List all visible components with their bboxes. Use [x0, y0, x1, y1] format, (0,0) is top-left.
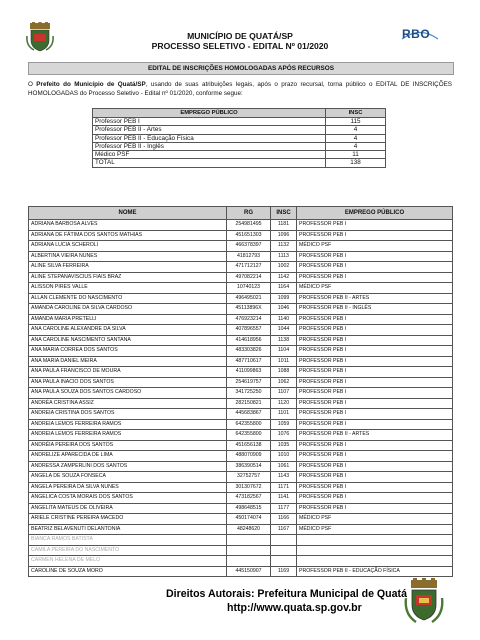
rg-cell: 642355800 [227, 430, 271, 441]
nome-cell: ADRIANA DE FÁTIMA DOS SANTOS MATHIAS [29, 230, 227, 241]
table-row [29, 430, 453, 441]
table-row [29, 409, 453, 420]
insc-cell: 1164 [271, 283, 297, 294]
emprego-cell: PROFESSOR PEB II - EDUCAÇÃO FÍSICA [297, 566, 453, 577]
table-row [29, 451, 453, 462]
emprego-cell: MÉDICO PSF [297, 514, 453, 525]
summary-emprego-cell: Professor PEB II - Inglês [93, 142, 326, 150]
table-row [29, 314, 453, 325]
table-row [29, 566, 453, 577]
rg-cell: 48248620 [227, 524, 271, 535]
rg-cell: 445683867 [227, 409, 271, 420]
summary-emprego-cell: Médico PSF [93, 151, 326, 159]
nome-cell: CARMEN HELENA DE MELO [29, 556, 227, 567]
emprego-cell: MÉDICO PSF [297, 524, 453, 535]
rg-cell: 473182567 [227, 493, 271, 504]
nome-cell: ANGELITA MATEUS DE OLIVEIRA [29, 503, 227, 514]
summary-insc-cell: 115 [326, 118, 386, 126]
insc-cell: 1035 [271, 440, 297, 451]
nome-cell: AMANDA MARIA PRETELLI [29, 314, 227, 325]
nome-cell: ANDREIA CRISTINA DOS SANTOS [29, 409, 227, 420]
rg-cell: 32752757 [227, 472, 271, 483]
summary-emprego-cell: TOTAL [93, 159, 326, 167]
emprego-cell [297, 556, 453, 567]
main-header-emprego: EMPREGO PÚBLICO [297, 207, 453, 220]
rg-cell: 451656138 [227, 440, 271, 451]
intro-letter: O [28, 81, 37, 88]
emprego-cell [297, 545, 453, 556]
table-row [29, 493, 453, 504]
emprego-cell: PROFESSOR PEB I [297, 325, 453, 336]
nome-cell: ADRIANA LUCIA SCHEROLI [29, 241, 227, 252]
table-row [29, 556, 453, 567]
emprego-cell: PROFESSOR PEB I [297, 356, 453, 367]
watermark-copyright: Direitos Autorais: Prefeitura Municipal de Quatá [166, 588, 407, 600]
table-row [29, 503, 453, 514]
intro-bold: Prefeito do Município de Quatá/SP [36, 81, 146, 88]
table-row [29, 241, 453, 252]
nome-cell: ANDRÉIA PEREIRA DOS SANTOS [29, 440, 227, 451]
emprego-cell: MÉDICO PSF [297, 241, 453, 252]
nome-cell: ALINE SILVA FERREIRA [29, 262, 227, 273]
insc-cell: 1169 [271, 566, 297, 577]
rg-cell [227, 545, 271, 556]
insc-cell: 1166 [271, 514, 297, 525]
rg-cell: 488070909 [227, 451, 271, 462]
summary-row [93, 142, 386, 150]
table-row [29, 398, 453, 409]
emprego-cell: PROFESSOR PEB I [297, 220, 453, 231]
insc-cell [271, 556, 297, 567]
rbo-logo-text: RBO [402, 27, 431, 41]
table-row [29, 524, 453, 535]
watermark-crest-icon [404, 578, 444, 624]
rg-cell: 407896557 [227, 325, 271, 336]
insc-cell [271, 535, 297, 546]
rg-cell: 254619757 [227, 377, 271, 388]
summary-insc-cell: 4 [326, 134, 386, 142]
table-row [29, 293, 453, 304]
summary-emprego-cell: Professor PEB II - Artes [93, 126, 326, 134]
nome-cell: BEATRIZ BELAVENUTI DELANTONIA [29, 524, 227, 535]
rg-cell: 341725250 [227, 388, 271, 399]
rg-cell: 471712127 [227, 262, 271, 273]
summary-row [93, 159, 386, 167]
table-row [29, 472, 453, 483]
emprego-cell: PROFESSOR PEB II - INGLÊS [297, 304, 453, 315]
insc-cell: 1138 [271, 335, 297, 346]
main-header-nome: NOME [29, 207, 227, 220]
nome-cell: ANA CAROLINE NASCIMENTO SANTANA [29, 335, 227, 346]
summary-header-insc: INSC [326, 109, 386, 118]
summary-header-emprego: EMPREGO PÚBLICO [93, 109, 326, 118]
table-row [29, 419, 453, 430]
table-row [29, 262, 453, 273]
emprego-cell: PROFESSOR PEB I [297, 482, 453, 493]
insc-cell: 1167 [271, 524, 297, 535]
nome-cell: ANA PAULA SOUZA DOS SANTOS CARDOSO [29, 388, 227, 399]
rg-cell: 282150821 [227, 398, 271, 409]
summary-insc-cell: 11 [326, 151, 386, 159]
table-row [29, 440, 453, 451]
insc-cell: 1011 [271, 356, 297, 367]
intro-rest: , usando de suas atribuições legais, após o prazo recursal, torna público o EDITAL DE INSCRIÇÕES HOMOLOGADAS do Processo Seletivo - Edital nº 01/2020, conforme segue: [28, 81, 452, 97]
insc-cell: 1120 [271, 398, 297, 409]
insc-cell: 1076 [271, 430, 297, 441]
table-row [29, 283, 453, 294]
insc-cell: 1104 [271, 346, 297, 357]
emprego-cell: PROFESSOR PEB I [297, 314, 453, 325]
nome-cell: ALINE STEPANAVISCIUS FIAIS BRAZ [29, 272, 227, 283]
rg-cell: 301307672 [227, 482, 271, 493]
nome-cell: ANA PAULA FRANCISCO DE MOURA [29, 367, 227, 378]
insc-cell: 1132 [271, 241, 297, 252]
insc-cell: 1141 [271, 493, 297, 504]
rg-cell: 41812793 [227, 251, 271, 262]
emprego-cell: MÉDICO PSF [297, 283, 453, 294]
emprego-cell: PROFESSOR PEB I [297, 388, 453, 399]
insc-cell: 1181 [271, 220, 297, 231]
insc-cell: 1101 [271, 409, 297, 420]
nome-cell: CAROLINE DE SOUZA MORO [29, 566, 227, 577]
summary-emprego-cell: Professor PEB II - Educação Física [93, 134, 326, 142]
emprego-cell: PROFESSOR PEB I [297, 472, 453, 483]
nome-cell: ANA MARIA CORREA DOS SANTOS [29, 346, 227, 357]
rg-cell: 254981495 [227, 220, 271, 231]
emprego-cell: PROFESSOR PEB I [297, 409, 453, 420]
emprego-cell [297, 535, 453, 546]
municipality-title: MUNICÍPIO DE QUATÁ/SP [187, 31, 293, 41]
emprego-cell: PROFESSOR PEB II - ARTES [297, 293, 453, 304]
rg-cell: 487710617 [227, 356, 271, 367]
nome-cell: ANDREIA LEMOS FERREIRA RAMOS [29, 430, 227, 441]
insc-cell: 1096 [271, 230, 297, 241]
insc-cell: 1061 [271, 461, 297, 472]
table-row [29, 346, 453, 357]
insc-cell: 1177 [271, 503, 297, 514]
nome-cell: ANA PAULA INACIO DOS SANTOS [29, 377, 227, 388]
rg-cell: 642355800 [227, 419, 271, 430]
table-row [29, 230, 453, 241]
table-row [29, 535, 453, 546]
nome-cell: ANDREIA LEMOS FERREIRA RAMOS [29, 419, 227, 430]
insc-cell: 1002 [271, 262, 297, 273]
table-row [29, 377, 453, 388]
table-row [29, 272, 453, 283]
rg-cell: 476923214 [227, 314, 271, 325]
table-row [29, 482, 453, 493]
nome-cell: ARIELE CRISTINE PEREIRA MACEDO [29, 514, 227, 525]
emprego-cell: PROFESSOR PEB I [297, 251, 453, 262]
table-row [29, 356, 453, 367]
emprego-cell: PROFESSOR PEB I [297, 398, 453, 409]
insc-cell: 1142 [271, 272, 297, 283]
emprego-cell: PROFESSOR PEB I [297, 262, 453, 273]
nome-cell: ANGELA PEREIRA DA SILVA NUNES [29, 482, 227, 493]
table-row [29, 220, 453, 231]
nome-cell: ALBERTINA VIEIRA NUNES [29, 251, 227, 262]
nome-cell: ADRIANA BARBOSA ALVES [29, 220, 227, 231]
table-row [29, 335, 453, 346]
insc-cell: 1046 [271, 304, 297, 315]
table-row [29, 251, 453, 262]
rg-cell: 497082214 [227, 272, 271, 283]
insc-cell: 1113 [271, 251, 297, 262]
rg-cell: 411099863 [227, 367, 271, 378]
emprego-cell: PROFESSOR PEB I [297, 493, 453, 504]
rg-cell [227, 535, 271, 546]
table-row [29, 367, 453, 378]
rg-cell: 450174074 [227, 514, 271, 525]
emprego-cell: PROFESSOR PEB I [297, 335, 453, 346]
emprego-cell: PROFESSOR PEB I [297, 230, 453, 241]
insc-cell: 1143 [271, 472, 297, 483]
table-row [29, 304, 453, 315]
nome-cell: ANDRELIZE APARECIDA DE LIMA [29, 451, 227, 462]
insc-cell: 1010 [271, 451, 297, 462]
emprego-cell: PROFESSOR PEB I [297, 451, 453, 462]
nome-cell: ANDRESSA ZAMPERLINI DOS SANTOS [29, 461, 227, 472]
nome-cell: ANDRÉA CRISTINA ASSIZ [29, 398, 227, 409]
summary-insc-cell: 4 [326, 126, 386, 134]
insc-cell: 1062 [271, 377, 297, 388]
insc-cell: 1044 [271, 325, 297, 336]
emprego-cell: PROFESSOR PEB I [297, 367, 453, 378]
summary-row [93, 151, 386, 159]
main-header-insc: INSC [271, 207, 297, 220]
rg-cell: 386390514 [227, 461, 271, 472]
emprego-cell: PROFESSOR PEB I [297, 377, 453, 388]
nome-cell: ANA MARIA DANIEL MEIRA [29, 356, 227, 367]
summary-row [93, 118, 386, 126]
summary-row [93, 126, 386, 134]
rg-cell [227, 556, 271, 567]
nome-cell: ANGELA DE SOUZA FONSECA [29, 472, 227, 483]
summary-row [93, 134, 386, 142]
summary-emprego-cell: Professor PEB I [93, 118, 326, 126]
rg-cell: 498648515 [227, 503, 271, 514]
process-title: PROCESSO SELETIVO - EDITAL Nº 01/2020 [151, 41, 329, 51]
nome-cell: BIANCA RAMOS BATISTA [29, 535, 227, 546]
table-row [29, 545, 453, 556]
emprego-cell: PROFESSOR PEB I [297, 272, 453, 283]
rg-cell: 45113896X [227, 304, 271, 315]
insc-cell [271, 545, 297, 556]
rg-cell: 10740123 [227, 283, 271, 294]
nome-cell: ALISSON PIRES VALLE [29, 283, 227, 294]
insc-cell: 1059 [271, 419, 297, 430]
table-row [29, 325, 453, 336]
summary-table [92, 108, 386, 168]
emprego-cell: PROFESSOR PEB I [297, 346, 453, 357]
rg-cell: 445150907 [227, 566, 271, 577]
rg-cell: 496495021 [227, 293, 271, 304]
nome-cell: ANA CAROLINE ALEXANDRE DA SILVA [29, 325, 227, 336]
insc-cell: 1099 [271, 293, 297, 304]
nome-cell: ANGELICA COSTA MORAIS DOS SANTOS [29, 493, 227, 504]
insc-cell: 1171 [271, 482, 297, 493]
insc-cell: 1140 [271, 314, 297, 325]
insc-cell: 1107 [271, 388, 297, 399]
emprego-cell: PROFESSOR PEB I [297, 461, 453, 472]
summary-insc-cell: 4 [326, 142, 386, 150]
table-row [29, 461, 453, 472]
rg-cell: 414618956 [227, 335, 271, 346]
summary-insc-cell: 138 [326, 159, 386, 167]
nome-cell: CAMILA PEREIRA DO NASCIMENTO [29, 545, 227, 556]
edital-title-band: EDITAL DE INSCRIÇÕES HOMOLOGADAS APÓS RECURSOS [28, 62, 454, 75]
emprego-cell: PROFESSOR PEB I [297, 440, 453, 451]
emprego-cell: PROFESSOR PEB I [297, 419, 453, 430]
rg-cell: 466378397 [227, 241, 271, 252]
homologated-table [28, 206, 453, 577]
rg-cell: 483303826 [227, 346, 271, 357]
emprego-cell: PROFESSOR PEB I [297, 503, 453, 514]
rg-cell: 451651303 [227, 230, 271, 241]
insc-cell: 1088 [271, 367, 297, 378]
nome-cell: AMANDA CAROLINE DA SILVA CARDOSO [29, 304, 227, 315]
nome-cell: ALLAN CLEMENTE DO NASCIMENTO [29, 293, 227, 304]
emprego-cell: PROFESSOR PEB II - ARTES [297, 430, 453, 441]
table-row [29, 388, 453, 399]
main-header-rg: RG [227, 207, 271, 220]
watermark-url: http://www.quata.sp.gov.br [227, 602, 362, 614]
intro-paragraph [28, 80, 452, 98]
table-row [29, 514, 453, 525]
